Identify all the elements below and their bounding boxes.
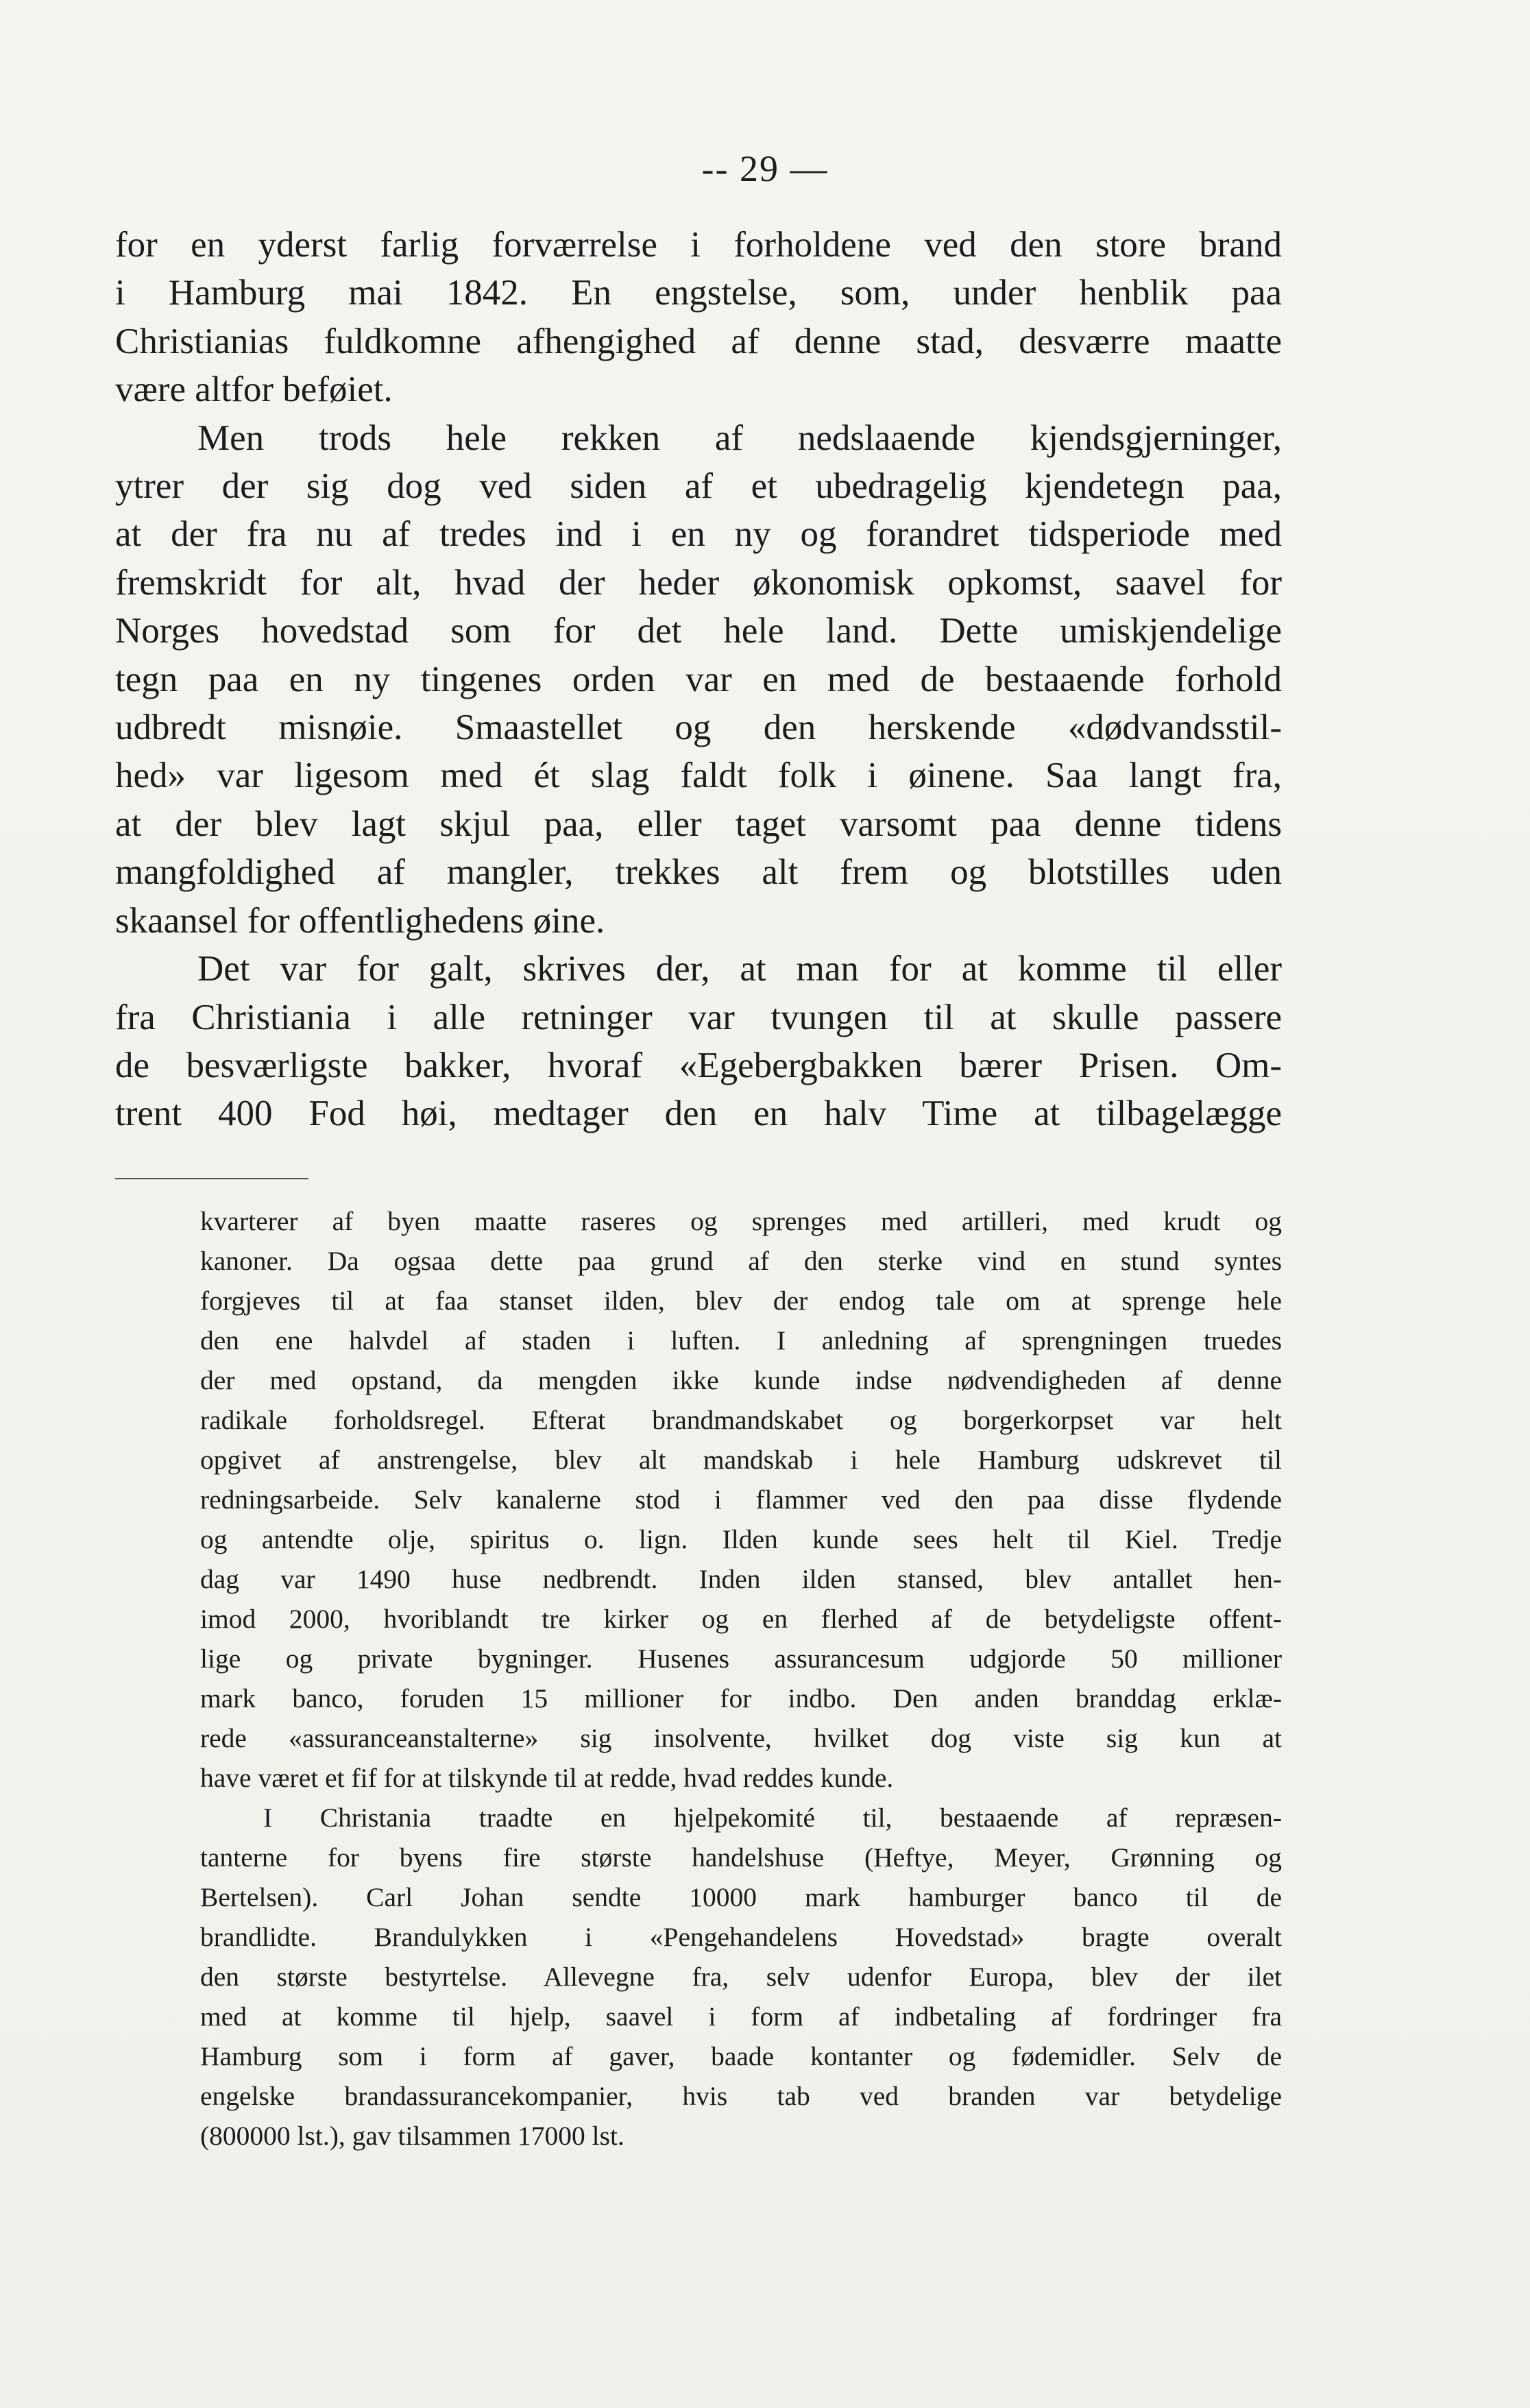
text-line: for en yderst farlig forværrelse i forholdene ved den store brand [115,225,1282,265]
footnote-divider [115,1178,308,1179]
text-line: skaansel for offentlighedens øine. [115,900,605,941]
paragraph-1 [115,221,1282,414]
footnote-line: forgjeves til at faa stanset ilden, blev der endog tale om at sprenge hele [200,1286,1282,1316]
text-line: tegn paa en ny tingenes orden var en med de bestaaende forhold [115,659,1282,699]
page-number: -- 29 — [701,148,829,189]
footnote [200,1201,1282,2156]
footnote-line: Hamburg som i form af gaver, baade kontanter og fødemidler. Selv de [200,2041,1282,2071]
footnote-line: med at komme til hjelp, saavel i form af indbetaling af fordringer fra [200,2001,1282,2032]
footnote-line: brandlidte. Brandulykken i «Pengehandelens Hovedstad» bragte overalt [200,1922,1282,1952]
footnote-line: den største bestyrtelse. Allevegne fra, selv udenfor Europa, blev der ilet [200,1962,1282,1992]
footnote-line: der med opstand, da mengden ikke kunde indse nødvendigheden af denne [200,1365,1282,1395]
footnote-line: have været et fif for at tilskynde til at redde, hvad reddes kunde. [200,1763,894,1793]
text-line: Men trods hele rekken af nedslaaende kjendsgjerninger, [197,418,1282,458]
footnote-paragraph-2 [200,1798,1282,2156]
footnote-line: kanoner. Da ogsaa dette paa grund af den sterke vind en stund syntes [200,1246,1282,1276]
footnote-line: I Christania traadte en hjelpekomité til, bestaaende af repræsen- [263,1803,1282,1833]
footnote-paragraph-1 [200,1201,1282,1798]
footnote-line: tanterne for byens fire største handelshuse (Heftye, Meyer, Grønning og [200,1842,1282,1873]
main-text [115,221,1282,1138]
footnote-line: kvarterer af byen maatte raseres og sprenges med artilleri, med krudt og [200,1206,1282,1236]
text-line: i Hamburg mai 1842. En engstelse, som, under henblik paa [115,273,1282,313]
text-line: ytrer der sig dog ved siden af et ubedragelig kjendetegn paa, [115,466,1282,507]
text-line: hed» var ligesom med ét slag faldt folk i øinene. Saa langt fra, [115,756,1282,796]
text-line: fra Christiania i alle retninger var tvungen til at skulle passere [115,997,1282,1037]
paragraph-2 [115,414,1282,945]
text-line: mangfoldighed af mangler, trekkes alt frem og blotstilles uden [115,852,1282,893]
paragraph-3 [115,945,1282,1138]
footnote-line: dag var 1490 huse nedbrendt. Inden ilden stansed, blev antallet hen- [200,1564,1282,1594]
text-line: at der fra nu af tredes ind i en ny og forandret tidsperiode med [115,514,1282,555]
footnote-line: lige og private bygninger. Husenes assurancesum udgjorde 50 millioner [200,1644,1282,1674]
footnote-line: rede «assuranceanstalterne» sig insolvente, hvilket dog viste sig kun at [200,1723,1282,1753]
text-line: udbredt misnøie. Smaastellet og den herskende «dødvandsstil- [115,708,1282,748]
footnote-line: og antendte olje, spiritus o. lign. Ilden kunde sees helt til Kiel. Tredje [200,1524,1282,1554]
footnote-line: engelske brandassurancekompanier, hvis tab ved branden var betydelige [200,2081,1282,2111]
text-line: være altfor beføiet. [115,370,393,410]
text-line: de besværligste bakker, hvoraf «Egebergbakken bærer Prisen. Om- [115,1045,1282,1085]
footnote-line: radikale forholdsregel. Efterat brandmandskabet og borgerkorpset var helt [200,1405,1282,1435]
text-line: at der blev lagt skjul paa, eller taget varsomt paa denne tidens [115,804,1282,844]
footnote-line: den ene halvdel af staden i luften. I anledning af sprengningen truedes [200,1325,1282,1356]
footnote-line: (800000 lst.), gav tilsammen 17000 lst. [200,2121,624,2151]
text-line: Det var for galt, skrives der, at man for at komme til eller [197,949,1282,989]
footnote-line: mark banco, foruden 15 millioner for indbo. Den anden branddag erklæ- [200,1683,1282,1713]
footnote-line: redningsarbeide. Selv kanalerne stod i flammer ved den paa disse flydende [200,1484,1282,1515]
text-line: fremskridt for alt, hvad der heder økonomisk opkomst, saavel for [115,562,1282,603]
text-line: Norges hovedstad som for det hele land. Dette umiskjendelige [115,611,1282,651]
text-line: trent 400 Fod høi, medtager den en halv Time at tilbagelægge [115,1094,1282,1134]
footnote-line: opgivet af anstrengelse, blev alt mandskab i hele Hamburg udskrevet til [200,1445,1282,1475]
footnote-line: imod 2000, hvoriblandt tre kirker og en flerhed af de betydeligste offent- [200,1604,1282,1634]
text-line: Christianias fuldkomne afhengighed af denne stad, desværre maatte [115,321,1282,361]
footnote-line: Bertelsen). Carl Johan sendte 10000 mark hamburger banco til de [200,1882,1282,1912]
